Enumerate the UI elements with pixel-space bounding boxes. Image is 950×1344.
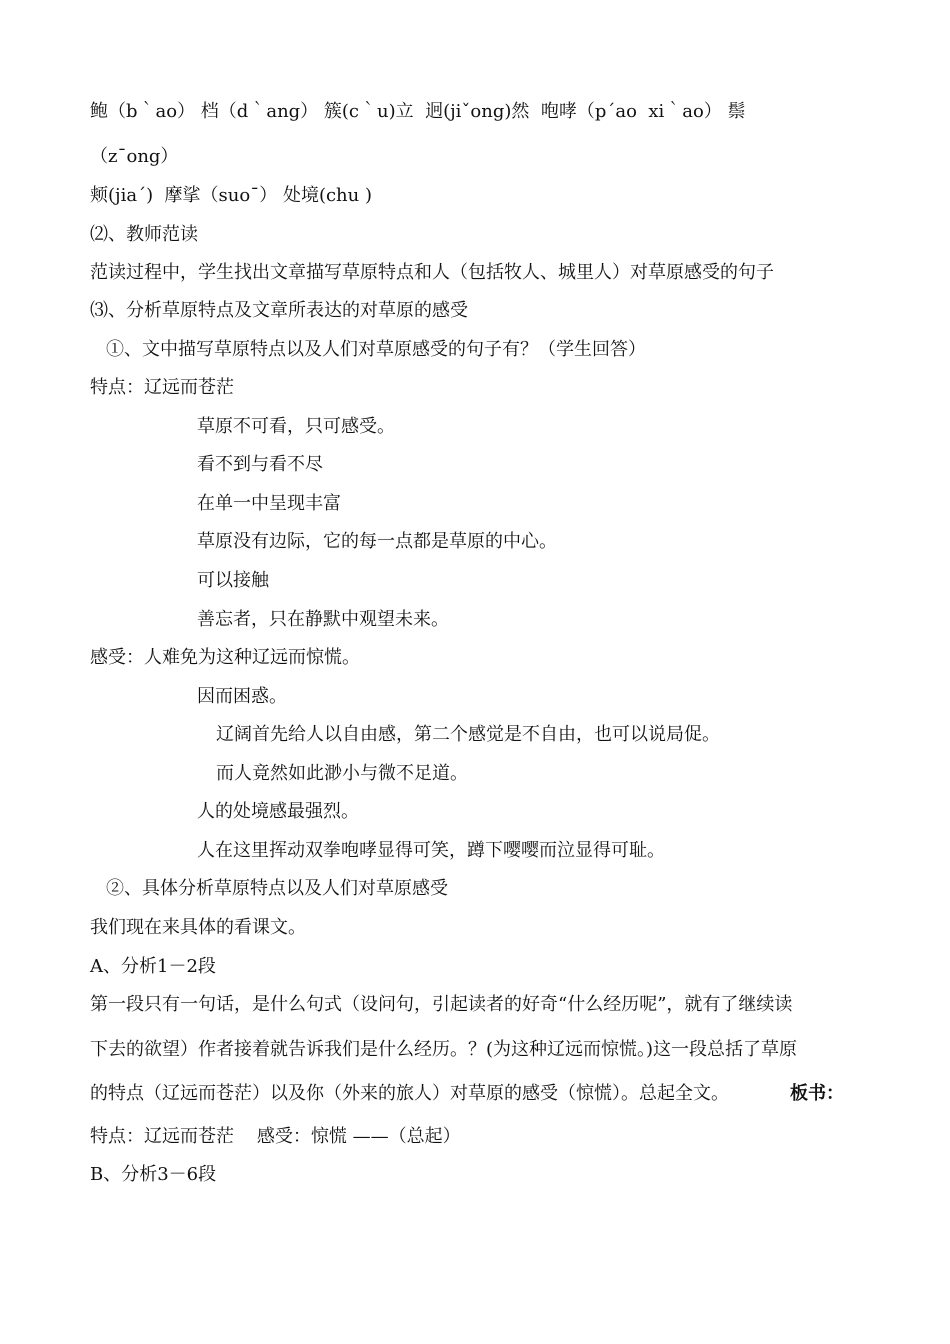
section-heading-3: ⑶、分析草原特点及文章所表达的对草原的感受 bbox=[90, 300, 468, 321]
feeling-item: 人在这里挥动双拳咆哮显得可笑，蹲下嘤嘤而泣显得可耻。 bbox=[197, 840, 665, 861]
board-label: 板书： bbox=[790, 1083, 844, 1104]
analysis-heading: ②、具体分析草原特点以及人们对草原感受 bbox=[106, 878, 448, 899]
pinyin-line-1: 鲍（b｀ao） 档（d｀ang） 簇(c｀u)立 迥(jiˇong)然 咆哮（p´ao xi｀ao） 鬃 bbox=[90, 101, 746, 122]
board-summary: 特点：辽远而苍茫 感受：惊慌 ——（总起） bbox=[90, 1126, 461, 1147]
feature-label: 特点：辽远而苍茫 bbox=[90, 377, 234, 398]
feeling-item: 因而困惑。 bbox=[197, 686, 287, 707]
feature-item: 在单一中呈现丰富 bbox=[197, 493, 341, 514]
paragraph-text: 范读过程中，学生找出文章描写草原特点和人（包括牧人、城里人）对草原感受的句子 bbox=[90, 262, 774, 283]
feature-item: 可以接触 bbox=[197, 570, 269, 591]
pinyin-line-2: （zˉong） bbox=[90, 146, 179, 167]
feeling-label: 感受：人难免为这种辽远而惊慌。 bbox=[90, 647, 360, 668]
feature-item: 看不到与看不尽 bbox=[197, 454, 323, 475]
feeling-item: 人的处境感最强烈。 bbox=[197, 801, 359, 822]
paragraph-text: 我们现在来具体的看课文。 bbox=[90, 917, 306, 938]
question-line: ①、文中描写草原特点以及人们对草原感受的句子有？（学生回答） bbox=[106, 339, 646, 360]
section-heading-2: ⑵、教师范读 bbox=[90, 224, 198, 245]
pinyin-line-3: 颊(jia´) 摩挲（suoˉ） 处境(chu ) bbox=[90, 185, 372, 206]
feature-item: 善忘者，只在静默中观望未来。 bbox=[197, 609, 449, 630]
subsection-a: A、分析1－2段 bbox=[90, 956, 216, 977]
feature-item: 草原不可看，只可感受。 bbox=[197, 416, 395, 437]
paragraph-text: 的特点（辽远而苍茫）以及你（外来的旅人）对草原的感受（惊慌）。总起全文。 bbox=[90, 1083, 729, 1104]
feeling-item: 而人竟然如此渺小与微不足道。 bbox=[216, 763, 468, 784]
feeling-item: 辽阔首先给人以自由感，第二个感觉是不自由，也可以说局促。 bbox=[216, 724, 720, 745]
paragraph-text: 下去的欲望）作者接着就告诉我们是什么经历。？(为这种辽远而惊慌。)这一段总括了草原 bbox=[90, 1039, 798, 1060]
paragraph-text: 第一段只有一句话，是什么句式（设问句，引起读者的好奇“什么经历呢”，就有了继续读 bbox=[90, 994, 793, 1015]
subsection-b: B、分析3－6段 bbox=[90, 1164, 217, 1185]
feature-item: 草原没有边际，它的每一点都是草原的中心。 bbox=[197, 531, 557, 552]
